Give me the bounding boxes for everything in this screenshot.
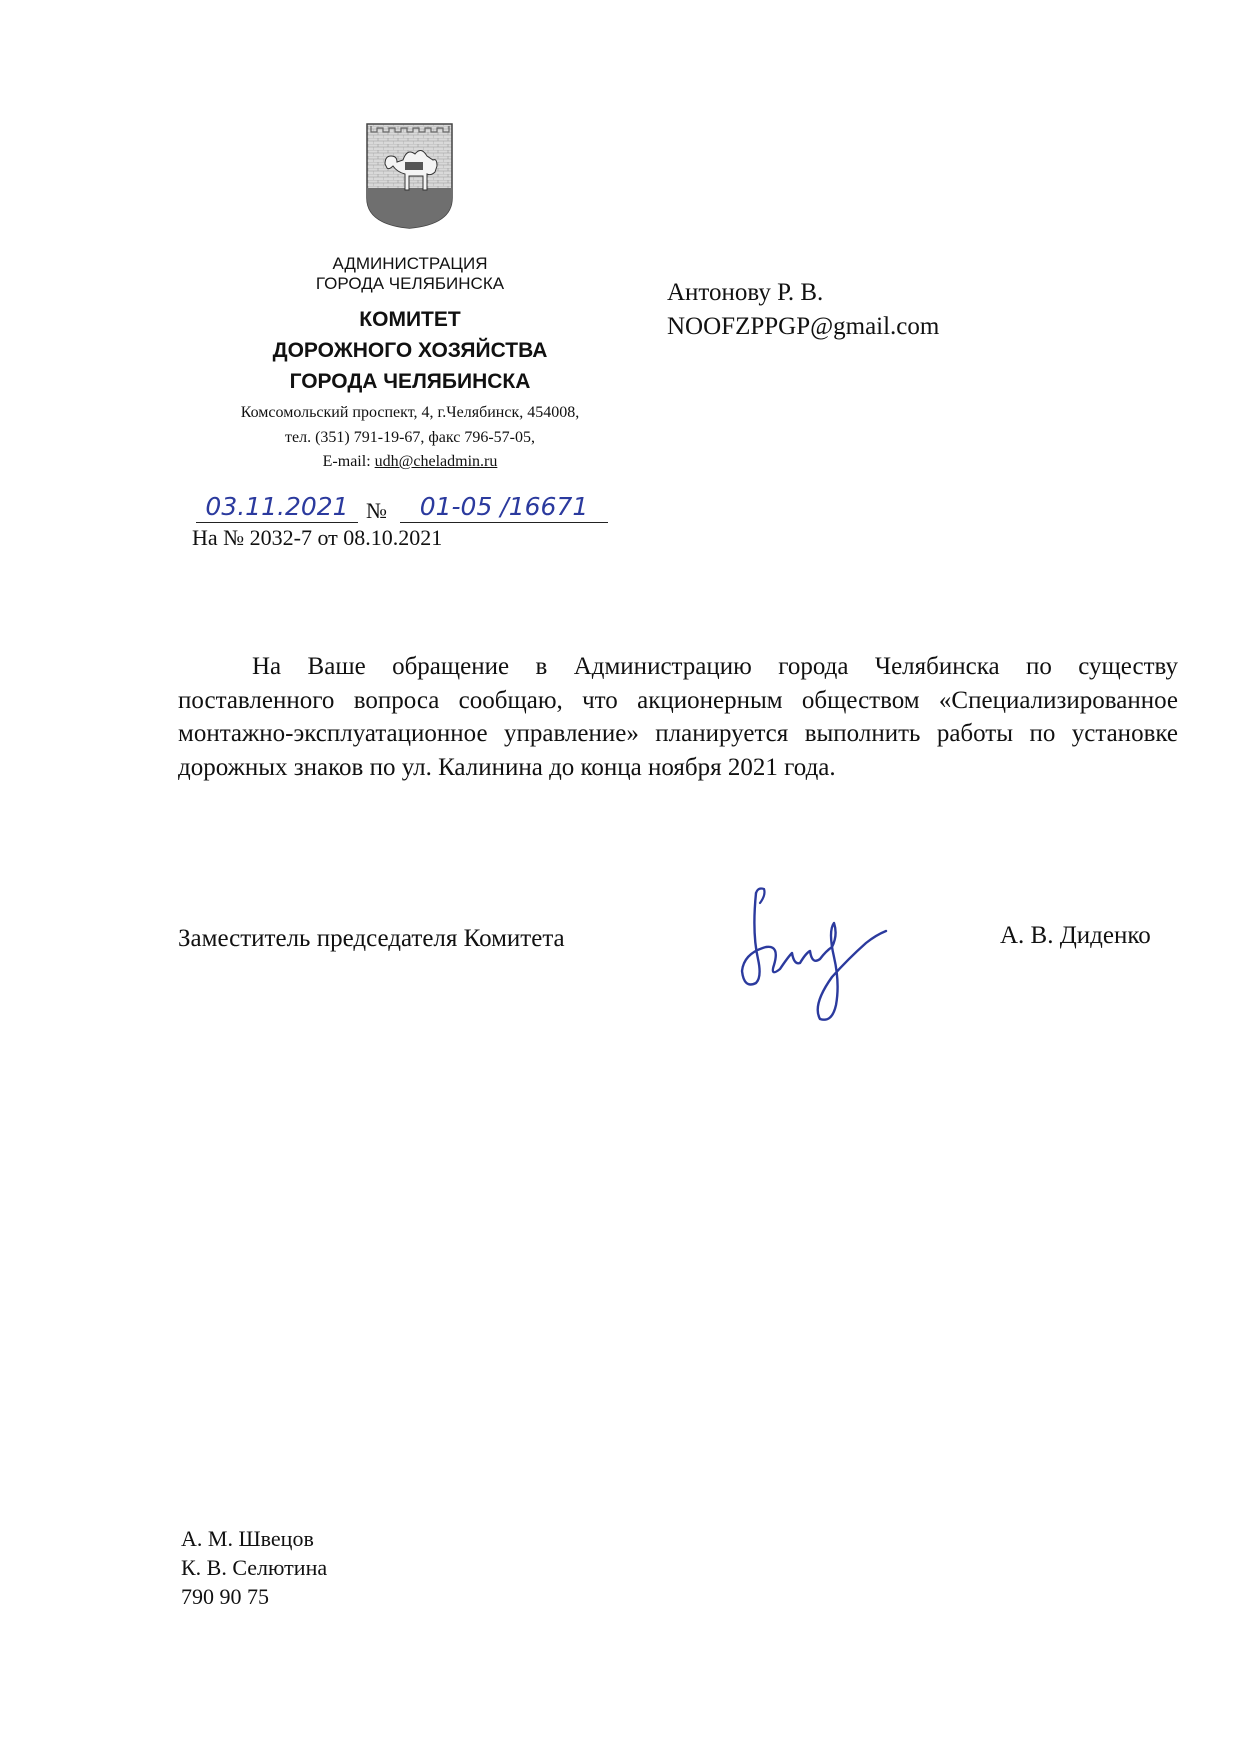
committee-heading-line2: ДОРОЖНОГО ХОЗЯЙСТВА (272, 339, 548, 362)
number-sign-label: № (366, 498, 387, 523)
committee-heading-line3: ГОРОДА ЧЕЛЯБИНСКА (289, 370, 531, 393)
signer-position: Заместитель председателя Комитета (178, 925, 565, 952)
administration-city-heading: ГОРОДА ЧЕЛЯБИНСКА (315, 274, 505, 293)
coat-of-arms-emblem (363, 120, 456, 230)
reply-reference: На № 2032-7 от 08.10.2021 (192, 525, 443, 550)
handwritten-signature (736, 873, 896, 1033)
registration-row (190, 492, 620, 528)
committee-heading (220, 304, 600, 397)
email-line (200, 449, 620, 474)
executor-name-2: К. В. Селютина (181, 1555, 328, 1580)
recipient-name: Антонову Р. В. (667, 279, 824, 306)
registration-date: 03.11.2021 (196, 492, 358, 523)
email-label: E-mail: (322, 453, 375, 470)
executor-phone: 790 90 75 (181, 1584, 269, 1609)
address-line: Комсомольский проспект, 4, г.Челябинск, 454008, (240, 404, 580, 421)
signer-name: А. В. Диденко (1000, 922, 1151, 949)
recipient-email[interactable]: NOOFZPPGP@gmail.com (667, 313, 940, 340)
registration-number: 01-05 /16671 (400, 492, 608, 523)
committee-heading-line1: КОМИТЕТ (359, 308, 461, 331)
phone-fax-line: тел. (351) 791-19-67, факс 796-57-05, (285, 429, 535, 446)
letter-body-paragraph: На Ваше обращение в Администрацию города Челябинска по существу поставленного вопроса сообщаю, что акционерным обществом «Специализированное монтажно-эксплуатационное управление» планируется выполнить работы по установке дорожных знаков по ул. Калинина до конца ноября 2021 года. (178, 653, 1178, 781)
email-link[interactable]: udh@cheladmin.ru (374, 453, 498, 470)
executor-name-1: А. М. Швецов (181, 1526, 314, 1551)
administration-heading: АДМИНИСТРАЦИЯ (332, 254, 488, 273)
